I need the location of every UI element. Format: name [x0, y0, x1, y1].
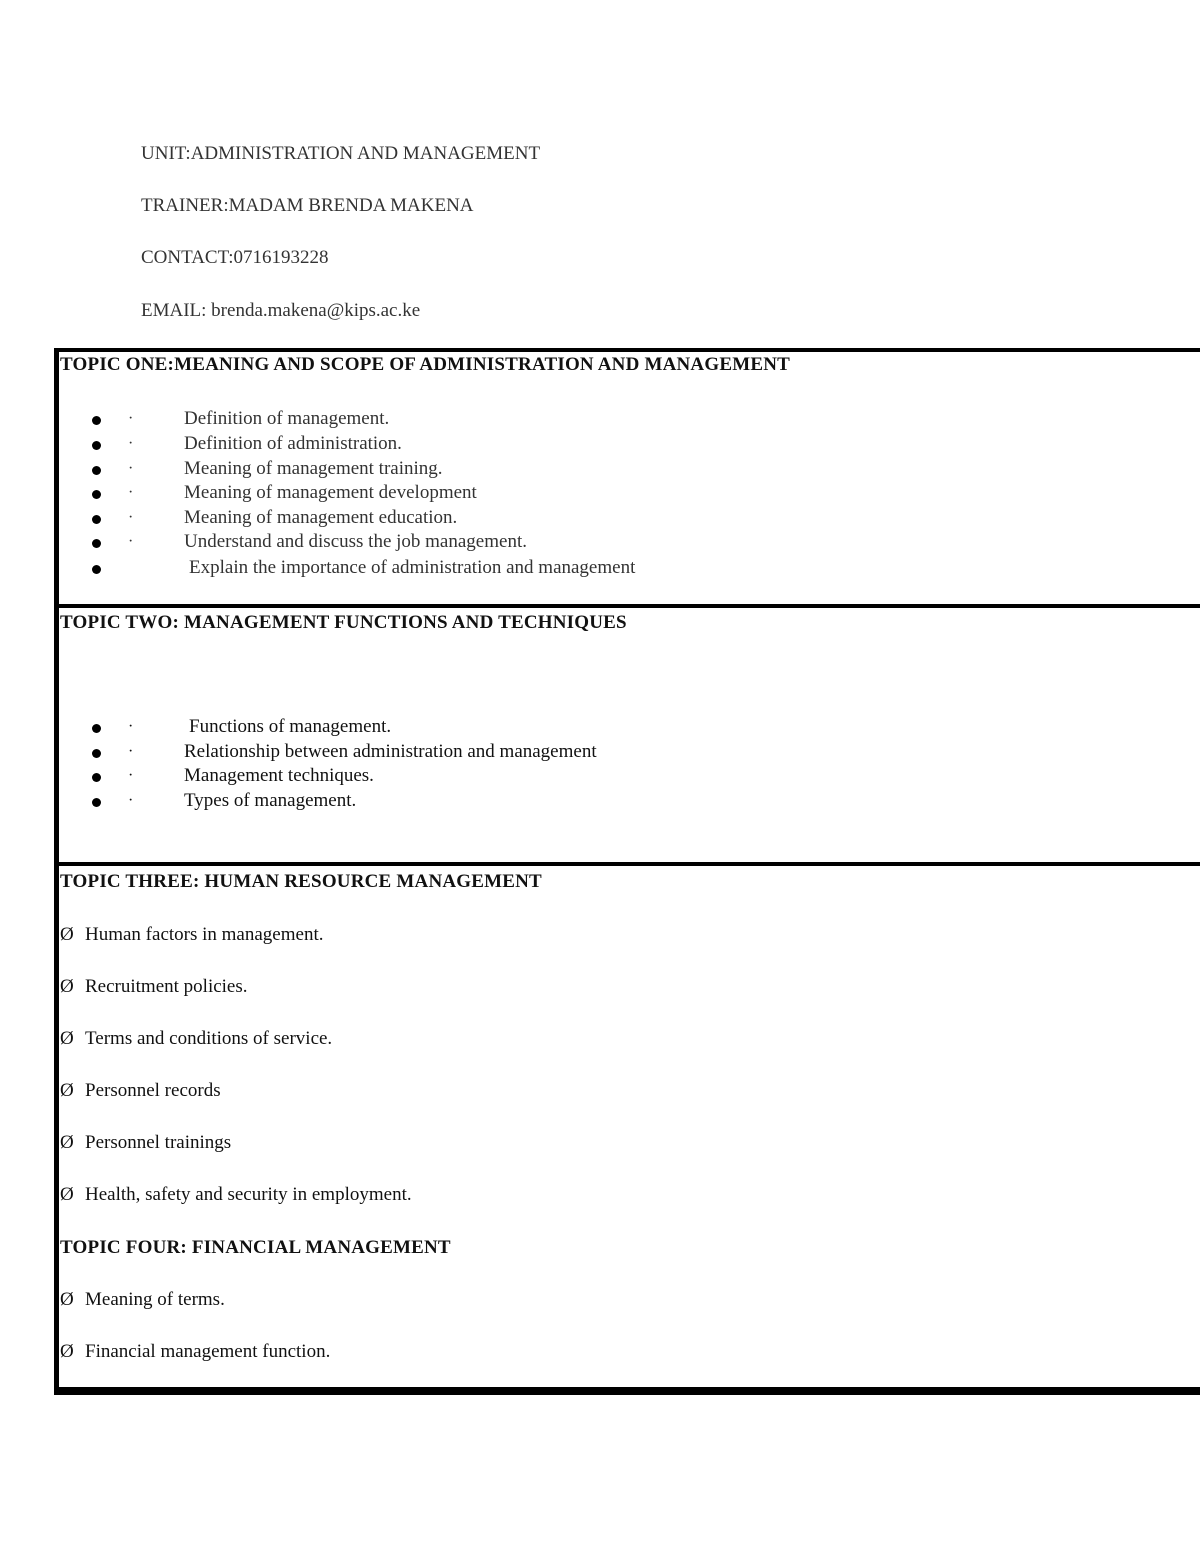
bullet-icon [92, 515, 101, 524]
list-item-text: Personnel records [85, 1080, 221, 1101]
list-item-text: Meaning of terms. [85, 1289, 225, 1310]
list-item-text: Definition of administration. [184, 433, 402, 454]
arrow-bullet-icon: Ø [60, 1080, 74, 1101]
list-item-text: Functions of management. [189, 716, 392, 737]
list-item [60, 1289, 225, 1311]
list-item-text: Personnel trainings [85, 1132, 232, 1153]
list-item-text: Relationship between administration and management [184, 741, 597, 762]
bullet-icon [92, 441, 101, 450]
arrow-bullet-icon: Ø [60, 1289, 74, 1310]
middle-dot-marker: · [128, 509, 134, 526]
list-item [60, 1184, 412, 1206]
middle-dot-marker: · [128, 767, 134, 784]
list-item-text: Meaning of management training. [184, 458, 443, 479]
arrow-bullet-icon: Ø [60, 1184, 74, 1205]
middle-dot-marker: · [128, 410, 134, 427]
middle-dot-marker: · [128, 435, 134, 452]
list-item [60, 1341, 330, 1363]
list-item [60, 1132, 231, 1154]
list-item [60, 1028, 332, 1050]
list-item-text: Understand and discuss the job management. [184, 531, 527, 552]
arrow-bullet-icon: Ø [60, 1028, 74, 1049]
unit-line: UNIT:ADMINISTRATION AND MANAGEMENT [141, 143, 541, 164]
topic-one-heading: TOPIC ONE:MEANING AND SCOPE OF ADMINISTRATION AND MANAGEMENT [60, 354, 791, 375]
trainer-line: TRAINER:MADAM BRENDA MAKENA [141, 195, 474, 216]
list-item-text: Management techniques. [184, 765, 374, 786]
arrow-bullet-icon: Ø [60, 924, 74, 945]
list-item [60, 1080, 221, 1102]
list-item-text: Health, safety and security in employment. [85, 1184, 412, 1205]
list-item [60, 924, 323, 946]
list-item-text: Human factors in management. [85, 924, 324, 945]
list-item-text: Recruitment policies. [85, 976, 248, 997]
list-item [60, 976, 248, 998]
list-item-text: Meaning of management education. [184, 507, 458, 528]
list-item-text: Financial management function. [85, 1341, 331, 1362]
bullet-icon [92, 490, 101, 499]
bullet-icon [92, 466, 101, 475]
list-item-text: Terms and conditions of service. [85, 1028, 333, 1049]
list-item-text: Definition of management. [184, 408, 390, 429]
email-line: EMAIL: brenda.makena@kips.ac.ke [141, 300, 421, 321]
arrow-bullet-icon: Ø [60, 976, 74, 997]
bullet-icon [92, 416, 101, 425]
bullet-icon [92, 724, 101, 733]
row-divider [58, 862, 1200, 866]
middle-dot-marker: · [128, 718, 134, 735]
list-item-text: Types of management. [184, 790, 357, 811]
middle-dot-marker: · [128, 743, 134, 760]
middle-dot-marker: · [128, 460, 134, 477]
bullet-icon [92, 798, 101, 807]
list-item-text: Meaning of management development [184, 482, 477, 503]
topic-three-heading: TOPIC THREE: HUMAN RESOURCE MANAGEMENT [60, 871, 542, 892]
topic-four-heading: TOPIC FOUR: FINANCIAL MANAGEMENT [60, 1237, 451, 1258]
bullet-icon [92, 539, 101, 548]
middle-dot-marker: · [128, 792, 134, 809]
middle-dot-marker: · [128, 484, 134, 501]
contact-line: CONTACT:0716193228 [141, 247, 329, 268]
arrow-bullet-icon: Ø [60, 1341, 74, 1362]
bullet-icon [92, 773, 101, 782]
middle-dot-marker: · [128, 533, 134, 550]
list-item-text: Explain the importance of administration and management [189, 557, 636, 578]
bullet-icon [92, 565, 101, 574]
row-divider [58, 604, 1200, 608]
arrow-bullet-icon: Ø [60, 1132, 74, 1153]
topic-two-heading: TOPIC TWO: MANAGEMENT FUNCTIONS AND TECHNIQUES [60, 612, 627, 633]
bullet-icon [92, 749, 101, 758]
